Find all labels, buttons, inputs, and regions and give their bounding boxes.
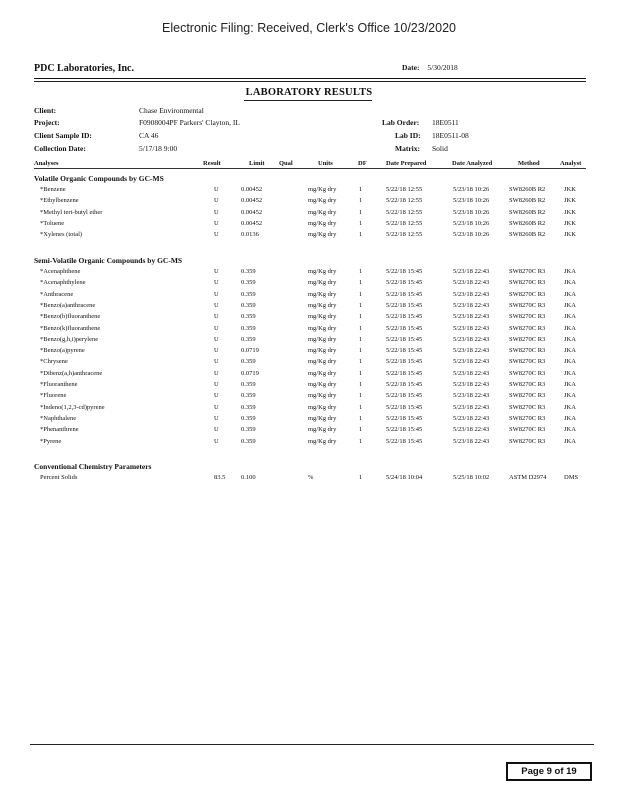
table-row [0,197,618,208]
limit-cell: 0.359 [241,414,256,422]
df-cell: 1 [359,186,363,193]
limit-cell: 0.359 [241,335,256,343]
result-cell: U [214,358,219,366]
units-cell: mg/Kg dry [308,313,337,321]
limit-cell: 0.359 [241,403,256,411]
table-row [0,313,618,324]
method-cell: SW8270C R3 [509,279,546,287]
df-cell: 1 [359,392,363,400]
lab-id-label: Lab ID: [395,131,421,140]
table-row [0,381,618,392]
table-row [0,426,618,437]
date-analyzed-cell: 5/23/18 10:26 [453,231,490,239]
analyst-cell: JKA [564,347,576,355]
report-date [402,63,458,72]
df-cell: 1 [359,369,363,377]
col-limit: Limit [249,160,265,167]
units-cell: mg/Kg dry [308,358,337,366]
section-title: Semi-Volatile Organic Compounds by GC-MS [34,256,183,265]
limit-cell: 0.359 [241,324,256,332]
df-cell: 1 [359,279,363,287]
analyst-cell: JKA [564,369,576,377]
analyst-cell: JKA [564,358,576,366]
analyte-cell: *Acenaphthene [40,268,81,275]
date-analyzed-cell: 5/23/18 10:26 [453,219,490,227]
date-analyzed-cell: 5/23/18 22:43 [453,426,490,434]
method-cell: SW8270C R3 [509,347,546,355]
client-value: Chase Environmental [139,106,204,115]
units-cell: mg/Kg dry [308,369,337,377]
col-method: Method [518,160,540,167]
date-prepared-cell: 5/22/18 15:45 [386,414,423,422]
method-cell: SW8270C R3 [509,381,546,388]
result-cell: U [214,301,219,309]
col-result: Result [203,160,221,167]
analyte-cell: *Ethylbenzene [40,197,79,205]
table-row [0,220,618,231]
units-cell: mg/Kg dry [308,403,337,411]
df-cell: 1 [359,414,363,422]
result-cell: U [214,324,219,332]
analyte-cell: *Toluene [40,219,65,227]
date-analyzed-cell: 5/23/18 22:43 [453,279,490,287]
limit-cell: 0.0719 [241,347,259,355]
analyte-cell: *Xylenes (total) [40,231,83,239]
table-row [0,347,618,358]
result-cell: 83.5 [214,474,226,481]
analyst-cell: JKA [564,268,576,275]
table-row [0,404,618,415]
table-row [0,291,618,302]
date-prepared-cell: 5/22/18 15:45 [386,392,423,400]
header-rule-top-2 [34,81,586,82]
analyst-cell: JKK [564,208,576,216]
date-analyzed-cell: 5/23/18 22:43 [453,301,490,309]
lab-id-value: 18E0511-08 [432,131,469,140]
analyte-cell: *Benzo(a)anthracene [40,301,96,309]
result-cell: U [214,335,219,343]
date-prepared-cell: 5/22/18 12:55 [386,208,423,216]
units-cell: mg/Kg dry [308,381,337,388]
table-row [0,358,618,369]
units-cell: mg/Kg dry [308,347,337,355]
units-cell: mg/Kg dry [308,208,337,216]
date-analyzed-cell: 5/23/18 22:43 [453,290,490,298]
limit-cell: 0.00452 [241,208,263,216]
lab-order-label: Lab Order: [382,118,420,127]
col-qual: Qual [279,160,293,167]
method-cell: SW8260B R2 [509,186,546,193]
table-row [0,268,618,279]
analyte-cell: *Methyl tert-butyl ether [40,208,103,216]
analyte-cell: *Dibenz(a,h)anthracene [40,369,103,377]
date-prepared-cell: 5/22/18 15:45 [386,347,423,355]
analyst-cell: JKA [564,335,576,343]
date-analyzed-cell: 5/23/18 22:43 [453,437,490,445]
units-cell: mg/Kg dry [308,231,337,239]
date-analyzed-cell: 5/23/18 10:26 [453,197,490,205]
date-prepared-cell: 5/22/18 15:45 [386,369,423,377]
table-row [0,474,618,485]
result-cell: U [214,208,219,216]
limit-cell: 0.359 [241,301,256,309]
df-cell: 1 [359,301,363,309]
method-cell: ASTM D2974 [509,474,547,481]
date-analyzed-cell: 5/23/18 22:43 [453,381,490,388]
result-cell: U [214,231,219,239]
table-row [0,415,618,426]
df-cell: 1 [359,197,363,205]
method-cell: SW8270C R3 [509,313,546,321]
report-date-value: 5/30/2018 [427,63,458,72]
analyst-cell: DMS [564,474,579,481]
df-cell: 1 [359,268,363,275]
table-row [0,209,618,220]
table-row [0,392,618,403]
method-cell: SW8270C R3 [509,437,546,445]
date-prepared-cell: 5/22/18 15:45 [386,290,423,298]
date-analyzed-cell: 5/23/18 22:43 [453,313,490,321]
result-cell: U [214,437,219,445]
limit-cell: 0.359 [241,313,256,321]
result-cell: U [214,313,219,321]
method-cell: SW8270C R3 [509,369,546,377]
col-df: DF [358,160,367,167]
df-cell: 1 [359,219,363,227]
limit-cell: 0.100 [241,474,256,481]
analyte-cell: *Benzene [40,186,66,193]
df-cell: 1 [359,474,363,481]
limit-cell: 0.00452 [241,219,263,227]
method-cell: SW8270C R3 [509,335,546,343]
limit-cell: 0.00452 [241,186,263,193]
result-cell: U [214,403,219,411]
analyst-cell: JKA [564,403,576,411]
df-cell: 1 [359,208,363,216]
table-row [0,438,618,449]
units-cell: mg/Kg dry [308,279,337,287]
units-cell: mg/Kg dry [308,335,337,343]
result-cell: U [214,186,219,193]
analyst-cell: JKK [564,219,576,227]
analyte-cell: *Chrysene [40,358,68,366]
date-analyzed-cell: 5/23/18 22:43 [453,358,490,366]
table-row [0,279,618,290]
collection-date-label: Collection Date: [34,144,86,153]
method-cell: SW8260B R2 [509,197,546,205]
table-row [0,336,618,347]
df-cell: 1 [359,335,363,343]
units-cell: % [308,474,314,481]
table-row [0,325,618,336]
section-title: Conventional Chemistry Parameters [34,462,152,471]
limit-cell: 0.359 [241,392,256,400]
title-underline [244,100,372,101]
col-date-analyzed: Date Analyzed [452,160,493,167]
date-analyzed-cell: 5/23/18 22:43 [453,414,490,422]
analyte-cell: *Phenanthrene [40,426,79,434]
footer-rule [30,744,594,745]
df-cell: 1 [359,403,363,411]
date-analyzed-cell: 5/23/18 22:43 [453,324,490,332]
analyst-cell: JKK [564,186,576,193]
client-label: Client: [34,106,57,115]
result-cell: U [214,369,219,377]
analyst-cell: JKA [564,414,576,422]
units-cell: mg/Kg dry [308,219,337,227]
result-cell: U [214,347,219,355]
df-cell: 1 [359,313,363,321]
analyst-cell: JKA [564,279,576,287]
table-row [0,231,618,242]
units-cell: mg/Kg dry [308,414,337,422]
analyte-cell: *Fluoranthene [40,381,78,388]
units-cell: mg/Kg dry [308,324,337,332]
limit-cell: 0.359 [241,426,256,434]
date-prepared-cell: 5/22/18 12:55 [386,219,423,227]
col-analyte: Analyses [34,160,59,167]
units-cell: mg/Kg dry [308,197,337,205]
date-prepared-cell: 5/24/18 10:04 [386,474,423,481]
df-cell: 1 [359,347,363,355]
method-cell: SW8270C R3 [509,290,546,298]
collection-date-value: 5/17/18 9:00 [139,144,178,153]
df-cell: 1 [359,231,363,239]
analyte-cell: *Benzo(a)pyrene [40,347,85,355]
df-cell: 1 [359,324,363,332]
limit-cell: 0.0136 [241,231,259,239]
df-cell: 1 [359,381,363,388]
result-cell: U [214,414,219,422]
method-cell: SW8260B R2 [509,208,546,216]
sample-id-value: CA 46 [139,131,159,140]
df-cell: 1 [359,437,363,445]
result-cell: U [214,392,219,400]
limit-cell: 0.359 [241,437,256,445]
analyte-cell: *Acenaphthylene [40,279,86,287]
lab-order-value: 18E0511 [432,118,459,127]
date-prepared-cell: 5/22/18 12:55 [386,186,423,193]
analyst-cell: JKA [564,301,576,309]
date-prepared-cell: 5/22/18 15:45 [386,358,423,366]
col-date-prepared: Date Prepared [386,160,427,167]
date-prepared-cell: 5/22/18 15:45 [386,335,423,343]
units-cell: mg/Kg dry [308,186,337,193]
date-prepared-cell: 5/22/18 15:45 [386,279,423,287]
date-analyzed-cell: 5/23/18 22:43 [453,403,490,411]
analyst-cell: JKA [564,426,576,434]
date-prepared-cell: 5/22/18 12:55 [386,197,423,205]
column-header-rule [34,168,586,169]
analyst-cell: JKA [564,437,576,445]
limit-cell: 0.00452 [241,197,263,205]
col-units: Units [318,160,333,167]
analyte-cell: *Benzo(g,h,i)perylene [40,335,99,343]
date-analyzed-cell: 5/23/18 22:43 [453,369,490,377]
date-prepared-cell: 5/22/18 15:45 [386,313,423,321]
date-analyzed-cell: 5/25/18 10:02 [453,474,490,481]
units-cell: mg/Kg dry [308,301,337,309]
analyte-cell: *Fluorene [40,392,67,400]
date-prepared-cell: 5/22/18 15:45 [386,381,423,388]
project-label: Project: [34,118,60,127]
date-prepared-cell: 5/22/18 15:45 [386,324,423,332]
result-cell: U [214,219,219,227]
method-cell: SW8270C R3 [509,426,546,434]
date-analyzed-cell: 5/23/18 22:43 [453,335,490,343]
analyte-cell: *Anthracene [40,290,74,298]
company-name: PDC Laboratories, Inc. [34,63,134,74]
result-cell: U [214,197,219,205]
df-cell: 1 [359,358,363,366]
project-value: F0908004PF Parkers' Clayton, IL [139,118,240,127]
result-cell: U [214,426,219,434]
analyte-cell: *Naphthalene [40,414,77,422]
filing-stamp: Electronic Filing: Received, Clerk's Office 10/23/2020 [162,21,456,35]
analyst-cell: JKA [564,313,576,321]
analyst-cell: JKA [564,392,576,400]
analyte-cell: *Benzo(k)fluoranthene [40,324,101,332]
col-analyst: Analyst [560,160,582,167]
page-number: Page 9 of 19 [506,762,592,781]
date-prepared-cell: 5/22/18 15:45 [386,426,423,434]
units-cell: mg/Kg dry [308,290,337,298]
limit-cell: 0.359 [241,279,256,287]
section-title: Volatile Organic Compounds by GC-MS [34,174,164,183]
date-analyzed-cell: 5/23/18 22:43 [453,268,490,275]
units-cell: mg/Kg dry [308,437,337,445]
result-cell: U [214,279,219,287]
method-cell: SW8270C R3 [509,268,546,275]
date-analyzed-cell: 5/23/18 10:26 [453,208,490,216]
df-cell: 1 [359,290,363,298]
method-cell: SW8270C R3 [509,403,546,411]
method-cell: SW8270C R3 [509,358,546,366]
date-prepared-cell: 5/22/18 15:45 [386,437,423,445]
method-cell: SW8270C R3 [509,301,546,309]
method-cell: SW8260B R2 [509,231,546,239]
limit-cell: 0.359 [241,358,256,366]
date-prepared-cell: 5/22/18 15:45 [386,403,423,411]
date-prepared-cell: 5/22/18 15:45 [386,268,423,275]
limit-cell: 0.359 [241,381,256,388]
result-cell: U [214,268,219,275]
analyst-cell: JKK [564,231,576,239]
matrix-value: Solid [432,144,448,153]
table-row [0,186,618,197]
analyst-cell: JKK [564,197,576,205]
date-analyzed-cell: 5/23/18 22:43 [453,392,490,400]
method-cell: SW8270C R3 [509,414,546,422]
result-cell: U [214,290,219,298]
date-prepared-cell: 5/22/18 15:45 [386,301,423,309]
analyte-cell: *Benzo(b)fluoranthene [40,313,101,321]
analyte-cell: *Pyrene [40,437,62,445]
analyte-cell: Percent Solids [40,474,78,481]
analyst-cell: JKA [564,290,576,298]
result-cell: U [214,381,219,388]
limit-cell: 0.359 [241,268,256,275]
analyst-cell: JKA [564,324,576,332]
limit-cell: 0.0719 [241,369,259,377]
table-row [0,302,618,313]
header-rule-top [34,78,586,79]
date-prepared-cell: 5/22/18 12:55 [386,231,423,239]
date-analyzed-cell: 5/23/18 10:26 [453,186,490,193]
sample-id-label: Client Sample ID: [34,131,92,140]
units-cell: mg/Kg dry [308,268,337,275]
table-row [0,370,618,381]
report-date-label: Date: [402,63,420,72]
analyte-cell: *Indeno(1,2,3-cd)pyrene [40,403,105,411]
page-title: LABORATORY RESULTS [245,87,373,98]
units-cell: mg/Kg dry [308,426,337,434]
method-cell: SW8260B R2 [509,219,546,227]
units-cell: mg/Kg dry [308,392,337,400]
matrix-label: Matrix: [395,144,420,153]
method-cell: SW8270C R3 [509,324,546,332]
date-analyzed-cell: 5/23/18 22:43 [453,347,490,355]
df-cell: 1 [359,426,363,434]
analyst-cell: JKA [564,381,576,388]
limit-cell: 0.359 [241,290,256,298]
method-cell: SW8270C R3 [509,392,546,400]
